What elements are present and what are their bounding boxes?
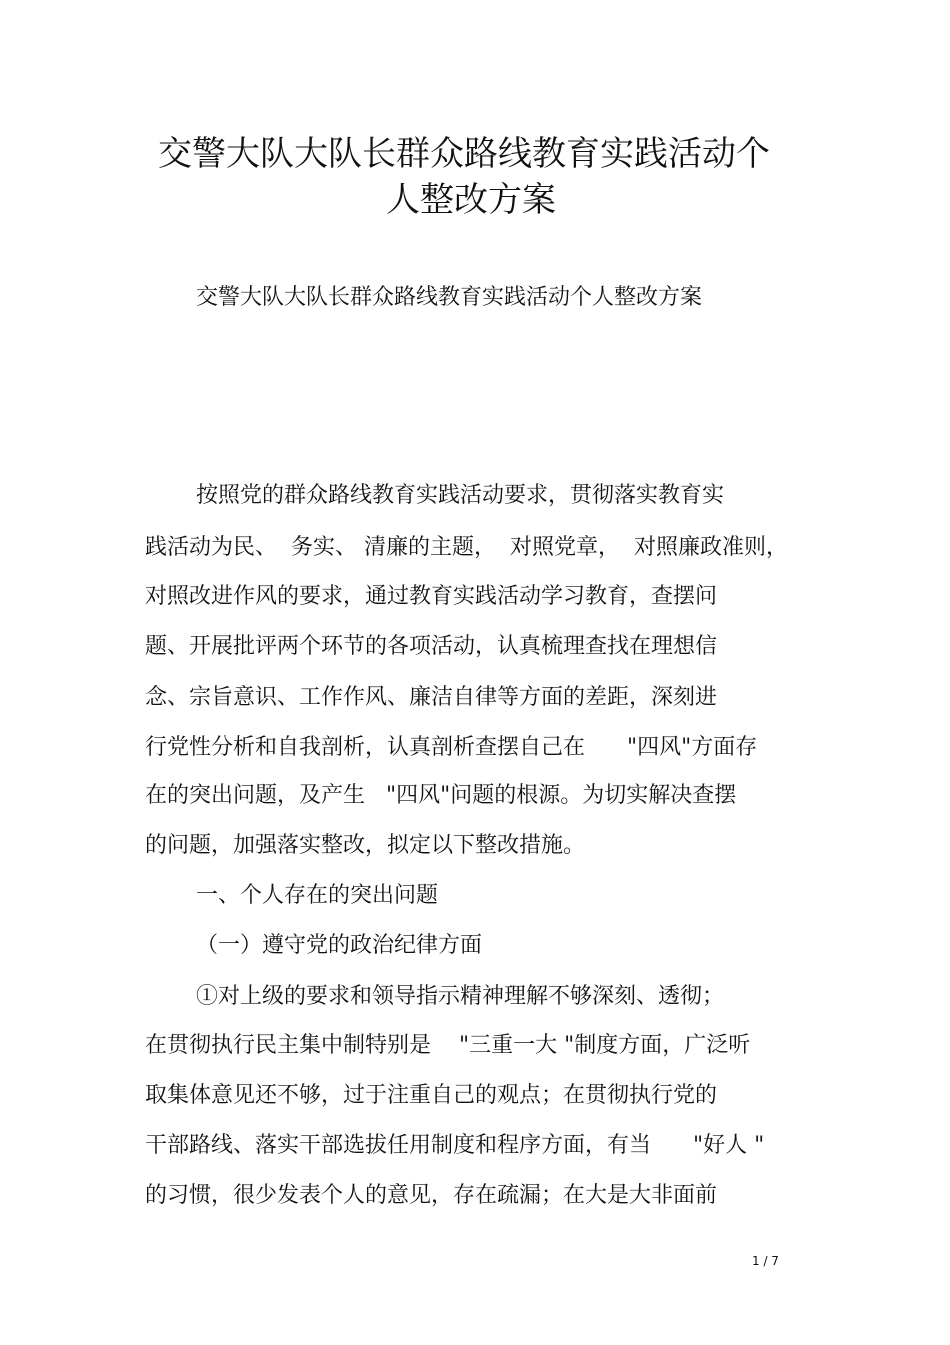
body-line: 在贯彻执行民主集中制特别是 "三重一大 "制度方面，广泛听: [145, 1033, 751, 1058]
page-number: 1 / 7: [752, 1254, 779, 1268]
body-line: 践活动为民、 务实、 清廉的主题， 对照党章， 对照廉政准则，: [145, 535, 788, 560]
body-line: 取集体意见还不够，过于注重自己的观点；在贯彻执行党的: [145, 1083, 718, 1108]
body-line: 念、宗旨意识、工作作风、廉洁自律等方面的差距，深刻进: [145, 685, 718, 710]
body-line: 在的突出问题，及产生 "四风"问题的根源。为切实解决查摆: [145, 783, 737, 808]
body-line: 的习惯，很少发表个人的意见，存在疏漏；在大是大非面前: [145, 1183, 718, 1208]
body-line: 的问题，加强落实整改，拟定以下整改措施。: [145, 833, 586, 858]
section-heading: 一、个人存在的突出问题: [196, 883, 439, 908]
body-line: 干部路线、落实干部选拔任用制度和程序方面，有当 "好人 ": [145, 1133, 765, 1158]
document-subtitle: 交警大队大队长群众路线教育实践活动个人整改方案: [196, 285, 703, 310]
body-line: 按照党的群众路线教育实践活动要求，贯彻落实教育实: [196, 483, 725, 508]
body-line: ①对上级的要求和领导指示精神理解不够深刻、透彻；: [196, 984, 725, 1009]
subsection-heading: （一）遵守党的政治纪律方面: [196, 933, 483, 958]
document-title-line-2: 人整改方案: [386, 180, 556, 220]
document-title-line-1: 交警大队大队长群众路线教育实践活动个: [158, 134, 770, 174]
body-line: 行党性分析和自我剖析，认真剖析查摆自己在 "四风"方面存: [145, 735, 758, 760]
body-line: 对照改进作风的要求，通过教育实践活动学习教育，查摆问: [145, 584, 718, 609]
body-line: 题、开展批评两个环节的各项活动，认真梳理查找在理想信: [145, 634, 718, 659]
